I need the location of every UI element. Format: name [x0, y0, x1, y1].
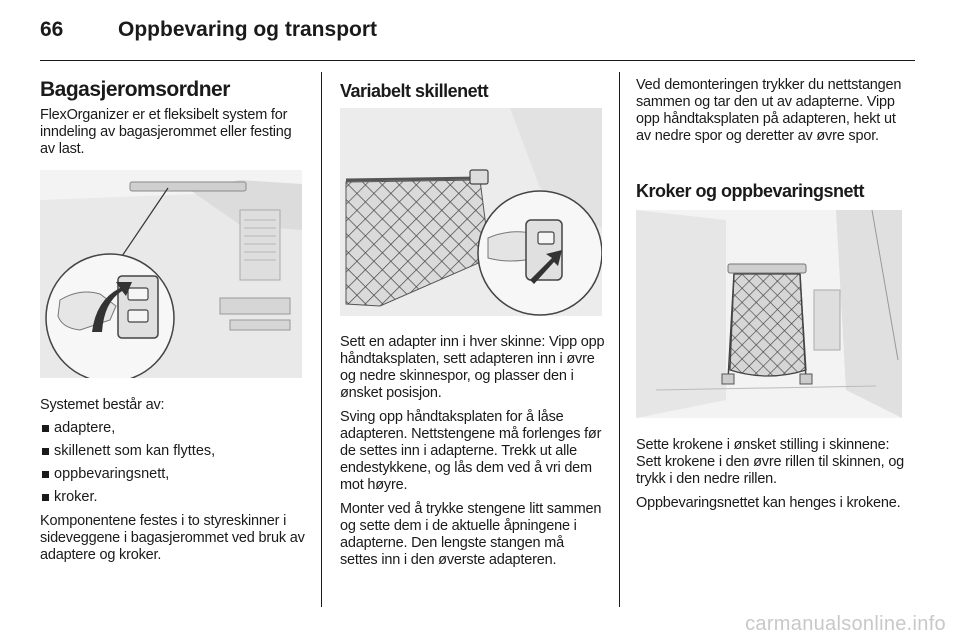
organizer-illustration	[40, 170, 302, 378]
paragraph: Sving opp håndtaksplaten for å låse adapteren. Nettstengene må forlenges før de settes inn i adapterne. Trekk ut alle endestykkene, og lås dem ved å vri dem mot høyre.	[340, 409, 602, 493]
paragraph: Sette krokene i ønsket stilling i skinnene: Sett krokene i den øvre rillen til skinnen, og trykk i den nedre rillen.	[636, 437, 905, 487]
section-heading: Variabelt skillenett	[340, 81, 489, 101]
column-divider	[619, 72, 620, 607]
page-number: 66	[40, 18, 64, 41]
paragraph: Oppbevaringsnettet kan henges i krokene.	[636, 495, 901, 511]
system-label: Systemet består av:	[40, 397, 165, 413]
paragraph: Monter ved å trykke stengene litt sammen og sette dem i de aktuelle åpningene i adapterne. Den lengste stangen må settes inn i den øverste adapteren.	[340, 501, 602, 568]
list-item: adaptere,	[40, 420, 308, 437]
paragraph: Ved demonteringen trykker du nettstangen sammen og tar den ut av adapterne. Vipp opp håndtaksplaten på adapteren, hekt ut av nedre spor og deretter av øvre spor.	[636, 77, 902, 144]
storage-net-illustration	[636, 210, 902, 418]
page-header	[40, 14, 920, 50]
section-heading: Kroker og oppbevaringsnett	[636, 181, 865, 201]
list-item: oppbevaringsnett,	[40, 466, 308, 483]
chapter-title: Oppbevaring og transport	[118, 18, 378, 41]
section-heading: Bagasjeromsordner	[40, 78, 230, 101]
closing-paragraph: Komponentene festes i to styreskinner i sideveggene i bagasjerommet ved bruk av adaptere og kroker.	[40, 513, 305, 563]
column-divider	[321, 72, 322, 607]
intro-paragraph: FlexOrganizer er et fleksibelt system for inndeling av bagasjerommet eller festing av last.	[40, 107, 292, 157]
header-rule	[40, 60, 915, 61]
component-list	[40, 420, 308, 512]
watermark: carmanualsonline.info	[745, 613, 946, 635]
list-item: kroker.	[40, 489, 308, 506]
divider-net-illustration	[340, 108, 602, 316]
list-item: skillenett som kan flyttes,	[40, 443, 308, 460]
paragraph: Sett en adapter inn i hver skinne: Vipp opp håndtaksplaten, sett adapteren inn i øvre og nedre skinnespor, og plasser den i ønsket posisjon.	[340, 334, 605, 401]
